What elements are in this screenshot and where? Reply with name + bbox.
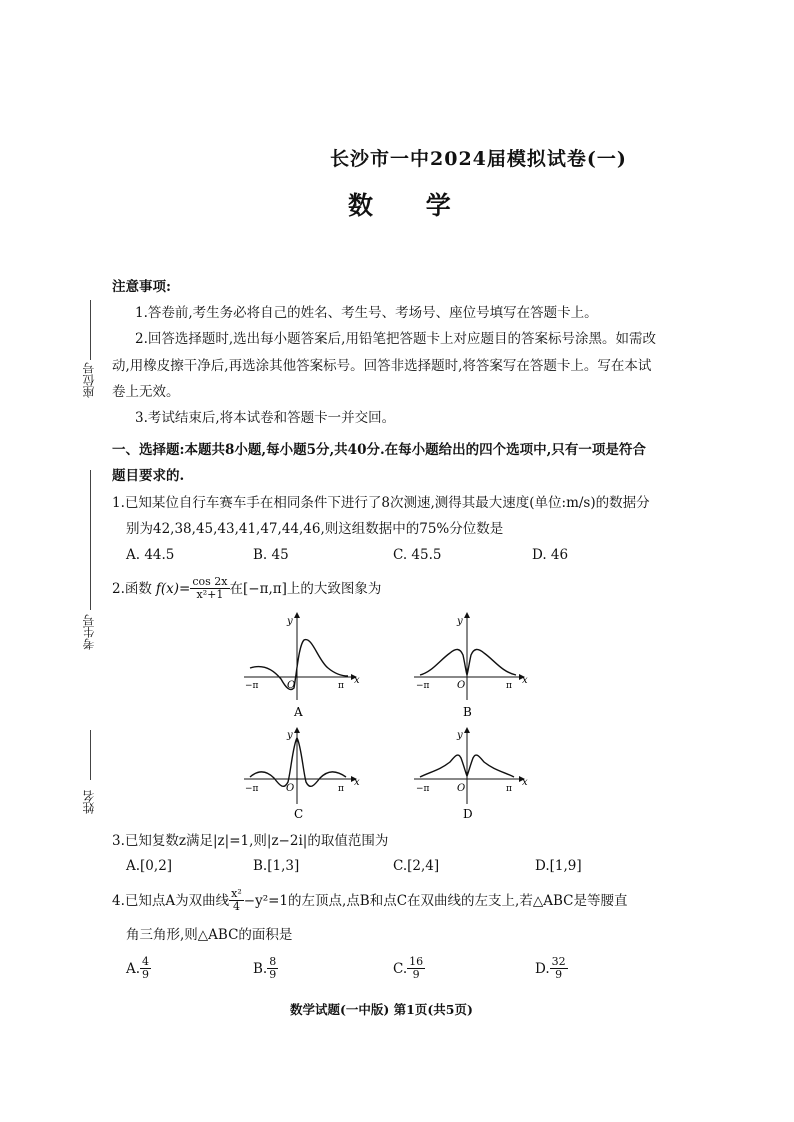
q2-numerator: cos 2x [192,575,228,588]
q4-option-b-den: 9 [269,968,277,981]
q3-stem: 3.已知复数z满足|z|=1,则|z−2i|的取值范围为 [112,833,389,849]
q4-option-a-frac [140,956,151,981]
graph-d-label: D [463,807,473,821]
graph-b-pi: π [506,681,512,691]
graph-a-label: A [294,705,303,719]
side-label-name: 姓名 [82,790,96,814]
graph-a-pi: π [338,681,344,691]
q4-option-c-den: 9 [412,968,420,981]
graph-d-pi: π [506,784,512,794]
q4-denominator: 4 [232,900,240,913]
graph-d [414,728,528,821]
q4-option-b-num: 8 [269,955,277,968]
q1-option-a: A. 44.5 [126,547,175,563]
notice-heading: 注意事项: [112,279,171,295]
graph-b [414,613,528,719]
q4-option-c [393,956,425,981]
q4-option-d-num: 32 [551,955,566,968]
notice-item-3: 3.考试结束后,将本试卷和答题卡一并交回。 [135,410,396,426]
section1-line1: 一、选择题:本题共8小题,每小题5分,共40分.在每小题给出的四个选项中,只有一项是符合 [112,442,646,458]
q2-function: f(x)= [155,580,191,597]
subject-title: 数 学 [348,191,473,220]
graph-c-neg-pi: −π [245,784,259,794]
q2-suffix: 在[−π,π]上的大致图象为 [229,580,382,597]
q4-stem [112,888,627,913]
q4-suffix: −y²=1的左顶点,点B和点C在双曲线的左支上,若△ABC是等腰直 [243,892,628,909]
graph-c-y-label: y [287,730,293,741]
notice-item-1: 1.答卷前,考生务必将自己的姓名、考生号、考场号、座位号填写在答题卡上。 [135,305,598,321]
graph-c-pi: π [338,784,344,794]
q3-option-d: D.[1,9] [535,858,582,874]
q4-line2: 角三角形,则△ABC的面积是 [126,927,293,943]
q4-option-a-num: 4 [142,955,150,968]
graph-d-origin: O [457,783,466,794]
q2-denominator: x²+1 [196,588,224,601]
q4-option-d-label: D. [535,960,550,977]
q4-option-b-label: B. [253,960,268,977]
q4-option-c-num: 16 [409,955,424,968]
q3-option-a: A.[0,2] [126,858,173,874]
notice-item-2: 2.回答选择题时,选出每小题答案后,用铅笔把答题卡上对应题目的答案标号涂黑。如需改 [135,331,656,347]
q4-numerator: x² [231,887,242,900]
q4-fraction [229,888,244,913]
q1-option-d: D. 46 [532,547,569,563]
page-footer: 数学试题(一中版) 第1页(共5页) [290,1002,473,1017]
q1-line1: 1.已知某位自行车赛车手在相同条件下进行了8次测速,测得其最大速度(单位:m/s)的数据分 [112,495,650,511]
graph-a-x-label: x [354,675,360,686]
graph-c-label: C [294,807,304,821]
side-label-seat: 座位号 [82,362,96,398]
q4-option-a-label: A. [126,960,141,977]
q4-option-a-den: 9 [142,968,150,981]
exam-title: 长沙市一中2024届模拟试卷(一) [330,148,627,170]
q4-option-a [126,956,151,981]
q3-option-b: B.[1,3] [253,858,300,874]
q3-option-c: C.[2,4] [393,858,440,874]
q1-line2: 别为42,38,45,43,41,47,44,46,则这组数据中的75%分位数是 [126,521,504,537]
q4-option-c-label: C. [393,960,408,977]
q4-prefix: 4.已知点A为双曲线 [112,892,230,909]
graph-d-y-label: y [457,730,463,741]
graph-c [244,728,360,821]
graph-a-neg-pi: −π [245,681,259,691]
notice-item-2-cont: 动,用橡皮擦干净后,再选涂其他答案标号。回答非选择题时,将答案写在答题卡上。写在本试 [112,358,652,374]
q4-option-d-den: 9 [555,968,563,981]
graph-b-x-label: x [522,675,528,686]
side-label-exam-no: 考生号 [82,614,96,650]
section1-line2: 题目要求的. [112,468,185,484]
graph-a [244,613,360,719]
q4-option-b-frac [267,956,278,981]
q1-option-c: C. 45.5 [393,547,442,563]
q4-option-b [253,956,278,981]
graph-d-x-label: x [522,777,528,788]
graph-d-neg-pi: −π [416,784,430,794]
graph-b-y-label: y [457,616,463,627]
graph-a-y-label: y [287,616,293,627]
graph-b-label: B [463,705,472,719]
graph-b-neg-pi: −π [416,681,430,691]
q4-option-c-frac [407,956,425,981]
q4-option-d [535,956,568,981]
graph-c-x-label: x [354,777,360,788]
graph-a-origin: O [287,680,296,691]
graph-c-origin: O [286,783,295,794]
q1-option-b: B. 45 [253,547,289,563]
notice-item-2-cont2: 卷上无效。 [112,384,180,400]
q4-option-d-frac [550,956,568,981]
graph-b-origin: O [457,680,466,691]
q2-prefix: 2.函数 [112,580,152,597]
